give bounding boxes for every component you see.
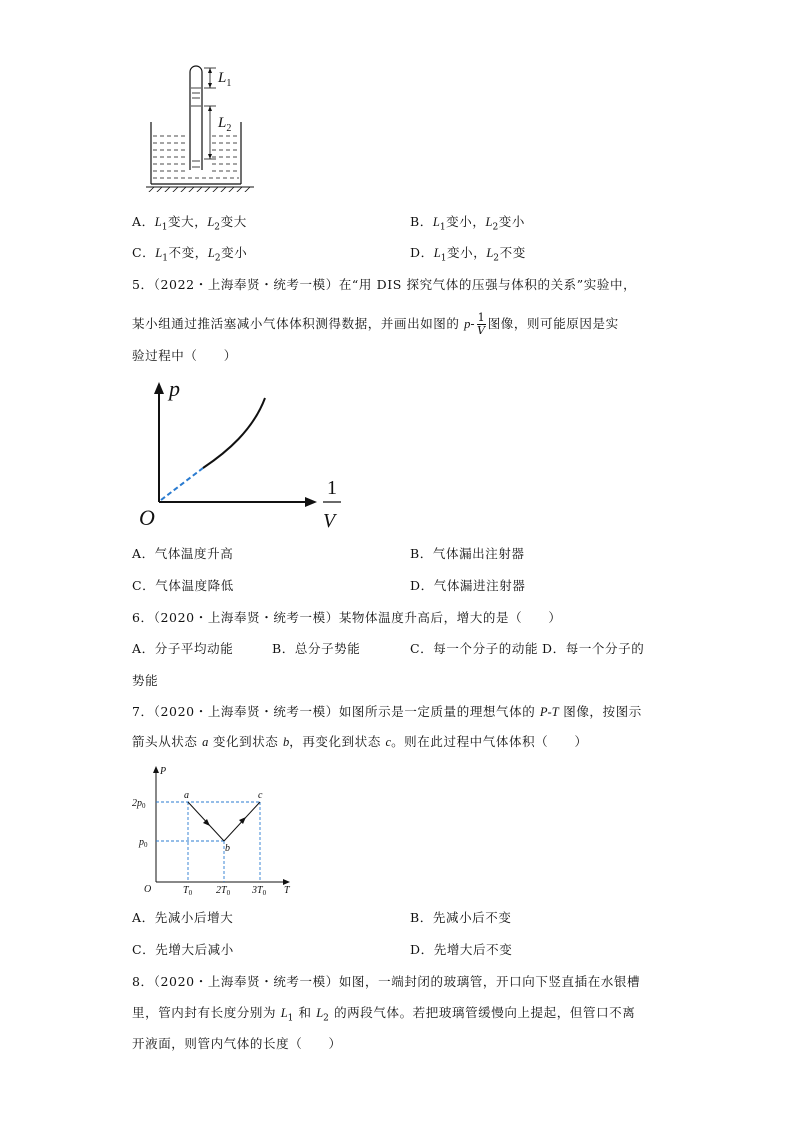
p-inverse-v-graph: [135, 372, 365, 537]
q8-line-3: 开液面，则管内气体的长度（ ）: [132, 1036, 342, 1051]
q5-option-d: D．气体漏进注射器: [410, 578, 526, 593]
q7-line-1: 7．（2020・上海奉贤・统考一模）如图所示是一定质量的理想气体的 P-T 图像，按图示: [132, 704, 642, 719]
point-a: a: [184, 790, 189, 801]
q7-line-2: 箭头从状态 a 变化到状态 b，再变化到状态 c。则在此过程中气体体积（ ）: [132, 734, 588, 749]
q8-line-2: 里，管内封有长度分别为 $L_1$ 和 $L_2$ 的两段气体。若把玻璃管缓慢向上提起，但管口不离: [132, 1005, 636, 1024]
graph-x-den: V: [323, 510, 336, 532]
label-L1: $L_1$: [218, 70, 232, 89]
p-t-graph: [132, 762, 302, 897]
q7-option-d: D．先增大后不变: [410, 942, 513, 957]
graph-y-label: p: [169, 376, 180, 401]
q4-option-c: C．$L_1$不变，$L_2$变小: [132, 245, 248, 264]
axis-origin: O: [144, 884, 152, 895]
q6-option-b: B．总分子势能: [272, 641, 361, 656]
q8-line-1: 8．（2020・上海奉贤・统考一模）如图，一端封闭的玻璃管，开口向下竖直插在水银槽: [132, 974, 641, 989]
xtick-T0: $T_0$: [183, 885, 193, 897]
q6-option-a: A．分子平均动能: [132, 641, 234, 656]
q5-option-c: C．气体温度降低: [132, 578, 234, 593]
ytick-2p0: $2p_0$: [132, 798, 146, 810]
q5-line-2: 某小组通过推活塞减小气体体积测得数据，并画出如图的 p- $\frac{1}{V}$ 图像，则可能原因是实: [132, 311, 619, 337]
q7-option-b: B．先减小后不变: [410, 910, 512, 925]
q5-line-1: 5．（2022・上海奉贤・统考一模）在“用 DIS 探究气体的压强与体积的关系”实验中，: [132, 277, 637, 292]
q5-fraction: $\frac{1}{V}$: [477, 311, 486, 337]
q4-option-b: B．$L_1$变小，$L_2$变小: [410, 214, 525, 233]
point-c: c: [258, 790, 263, 801]
q6-option-d: D．每一个分子的: [542, 641, 645, 656]
q7-option-a: A．先减小后增大: [132, 910, 234, 925]
axis-P: P: [160, 766, 167, 777]
xtick-3T0: $3T_0$: [252, 885, 267, 897]
graph-x-num: 1: [327, 477, 337, 499]
label-L2: $L_2$: [218, 115, 232, 134]
q4-option-d: D．$L_1$变小，$L_2$不变: [410, 245, 526, 264]
q4-option-a: A．$L_1$变大，$L_2$变大: [132, 214, 247, 233]
ytick-p0: $p_0$: [139, 837, 148, 849]
q6-option-c: C．每一个分子的动能: [410, 641, 539, 656]
q6-wrap: 势能: [132, 673, 159, 688]
q5-line-3: 验过程中（ ）: [132, 348, 237, 363]
q6-line-1: 6．（2020・上海奉贤・统考一模）某物体温度升高后，增大的是（ ）: [132, 610, 562, 625]
q5-option-b: B．气体漏出注射器: [410, 546, 525, 561]
graph-origin: O: [139, 505, 155, 530]
q5-option-a: A．气体温度升高: [132, 546, 234, 561]
q7-option-c: C．先增大后减小: [132, 942, 234, 957]
xtick-2T0: $2T_0$: [216, 885, 231, 897]
axis-T: T: [284, 885, 290, 896]
point-b: b: [225, 843, 230, 854]
tube-trough-figure: [146, 62, 266, 192]
